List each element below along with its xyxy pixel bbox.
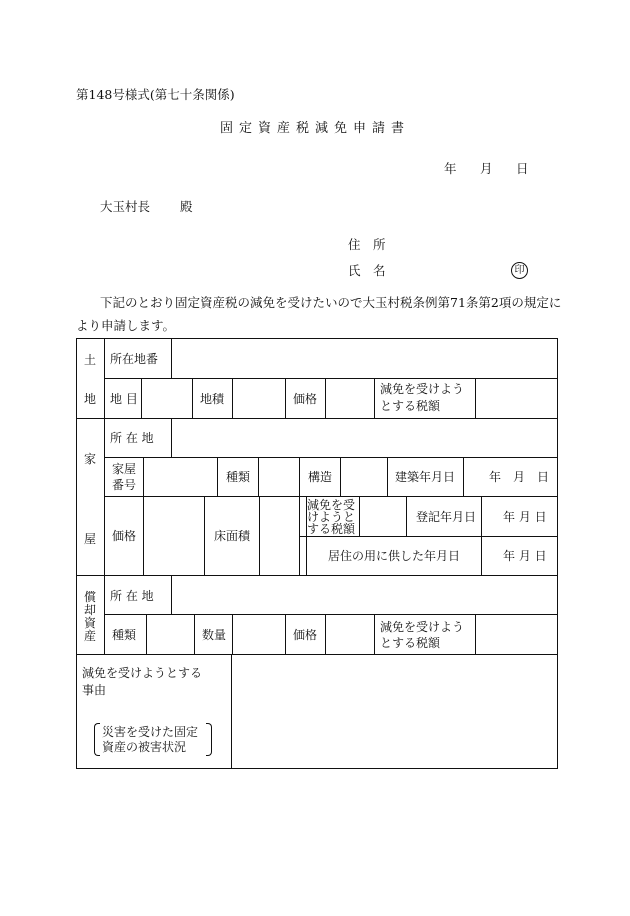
depreciable-section-char-1: 償 <box>84 590 97 604</box>
house-residence-date-label: 居住の用に供した年月日 <box>328 549 461 563</box>
damage-note-bracket <box>94 723 212 756</box>
land-area-label: 地積 <box>200 392 225 406</box>
depreciable-type-label: 種類 <box>112 628 137 642</box>
reason-label-2: 事由 <box>82 683 107 697</box>
depreciable-section-char-3: 資 <box>84 616 97 630</box>
house-reduction-label-3: する税額 <box>307 522 356 536</box>
depreciable-location-label: 所 在 地 <box>110 589 154 603</box>
depreciable-section-char-4: 産 <box>84 629 97 643</box>
house-reduction-label-2: けようと <box>307 510 356 524</box>
depreciable-reduction-label-1: 減免を受けよう <box>380 620 465 634</box>
damage-note-line-1: 災害を受けた固定 <box>102 725 199 739</box>
depreciable-quantity-label: 数量 <box>202 628 227 642</box>
name-label: 氏 名 <box>348 263 386 278</box>
land-section-char-2: 地 <box>84 392 97 406</box>
house-reduction-label-1: 減免を受 <box>307 498 356 512</box>
house-price-label: 価格 <box>112 529 137 543</box>
addressee-suffix: 殿 <box>180 199 193 214</box>
house-registered-date-value: 年 月 日 <box>503 510 547 524</box>
land-chimoku-label: 地 目 <box>110 392 138 406</box>
depreciable-section-char-2: 却 <box>84 603 97 617</box>
house-location-label: 所 在 地 <box>110 431 154 445</box>
form-title: 固定資産税減免申請書 <box>219 121 410 136</box>
house-type-label: 種類 <box>226 470 251 484</box>
house-number-label-2: 番号 <box>112 478 137 492</box>
depreciable-price-label: 価格 <box>293 628 318 642</box>
land-price-label: 価格 <box>293 392 318 406</box>
depreciable-reduction-label-2: とする税額 <box>380 636 441 650</box>
land-reduction-label-1: 減免を受けよう <box>380 382 465 396</box>
addressee: 大玉村長 <box>100 199 151 214</box>
left-bracket <box>94 723 100 756</box>
house-number-label-1: 家屋 <box>112 462 137 476</box>
house-floor-area-label: 床面積 <box>214 529 251 543</box>
land-section-char-1: 土 <box>84 353 97 367</box>
right-bracket <box>206 723 212 756</box>
form-number: 第148号様式(第七十条関係) <box>76 87 235 102</box>
application-statement: 下記のとおり固定資産税の減免を受けたいので大玉村税条例第71条第2項の規定により申請します。 <box>76 295 562 333</box>
damage-note-line-2: 資産の被害状況 <box>102 740 187 754</box>
house-built-date-label: 建築年月日 <box>395 470 456 484</box>
house-registered-date-label: 登記年月日 <box>416 510 477 524</box>
house-residence-date-value: 年 月 日 <box>503 549 547 563</box>
date-year-label: 年 <box>444 161 457 176</box>
house-structure-label: 構造 <box>308 470 333 484</box>
house-section-char-2: 屋 <box>84 532 97 546</box>
application-table <box>76 338 558 769</box>
house-section-char-1: 家 <box>84 452 97 466</box>
reason-label-1: 減免を受けようとする <box>82 666 203 680</box>
address-label: 住 所 <box>348 237 386 252</box>
land-location-label: 所在地番 <box>110 352 159 366</box>
seal-mark: 印 <box>511 262 528 279</box>
date-month-label: 月 <box>480 161 493 176</box>
house-built-date-value: 年 月 日 <box>489 470 550 484</box>
date-day-label: 日 <box>516 161 529 176</box>
land-reduction-label-2: とする税額 <box>380 399 441 413</box>
